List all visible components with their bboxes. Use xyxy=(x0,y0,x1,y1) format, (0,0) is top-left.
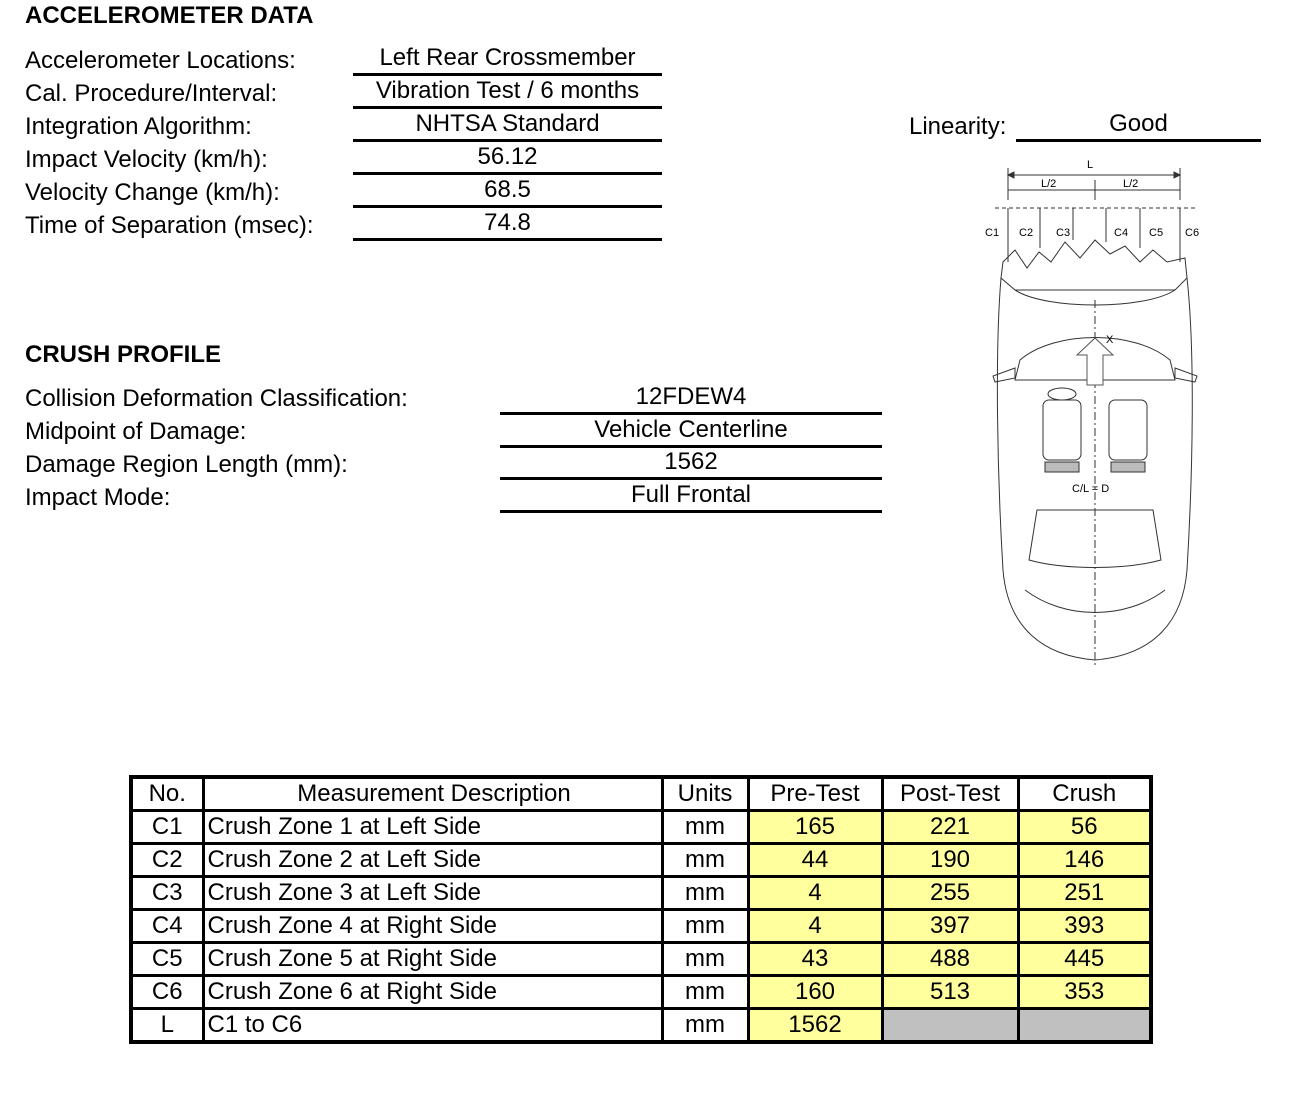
row-post-test: 488 xyxy=(882,943,1018,976)
diagram-label-half-left: L/2 xyxy=(1041,178,1057,190)
row-post-test xyxy=(882,1009,1018,1043)
table-row xyxy=(131,976,1151,1009)
table-row xyxy=(131,811,1151,844)
row-pre-test: 44 xyxy=(748,844,882,877)
row-post-test: 221 xyxy=(882,811,1018,844)
diagram-zone-c4: C4 xyxy=(1114,227,1129,239)
row-post-test: 513 xyxy=(882,976,1018,1009)
row-pre-test: 4 xyxy=(748,877,882,910)
row-pre-test: 1562 xyxy=(748,1009,882,1043)
row-description: Crush Zone 5 at Right Side xyxy=(203,943,662,976)
row-pre-test: 43 xyxy=(748,943,882,976)
row-crush: 146 xyxy=(1018,844,1151,877)
midpoint-value: Vehicle Centerline xyxy=(500,415,882,448)
velocity-change-label: Velocity Change (km/h): xyxy=(25,179,280,206)
row-units: mm xyxy=(662,943,748,976)
row-no: C6 xyxy=(131,976,203,1009)
row-description: Crush Zone 2 at Left Side xyxy=(203,844,662,877)
header-post-test: Post-Test xyxy=(882,777,1018,811)
header-units: Units xyxy=(662,777,748,811)
midpoint-label: Midpoint of Damage: xyxy=(25,418,247,445)
cdc-value: 12FDEW4 xyxy=(500,382,882,415)
damage-length-value: 1562 xyxy=(500,447,882,480)
row-post-test: 190 xyxy=(882,844,1018,877)
table-header-row xyxy=(131,777,1151,811)
accelerometer-heading: ACCELEROMETER DATA xyxy=(25,2,314,29)
diagram-zone-c3: C3 xyxy=(1056,227,1071,239)
row-crush: 353 xyxy=(1018,976,1151,1009)
table-row xyxy=(131,943,1151,976)
header-crush: Crush xyxy=(1018,777,1151,811)
row-no: C5 xyxy=(131,943,203,976)
time-of-separation-value: 74.8 xyxy=(353,208,662,241)
linearity-label: Linearity: xyxy=(909,113,1007,140)
table-row xyxy=(131,910,1151,943)
integration-algorithm-value: NHTSA Standard xyxy=(353,109,662,142)
row-crush: 445 xyxy=(1018,943,1151,976)
impact-velocity-value: 56.12 xyxy=(353,142,662,175)
row-crush: 56 xyxy=(1018,811,1151,844)
cal-procedure-value: Vibration Test / 6 months xyxy=(353,76,662,109)
row-post-test: 397 xyxy=(882,910,1018,943)
accel-locations-label: Accelerometer Locations: xyxy=(25,47,296,74)
accel-locations-value: Left Rear Crossmember xyxy=(353,43,662,76)
diagram-zone-c2: C2 xyxy=(1019,227,1034,239)
row-no: L xyxy=(131,1009,203,1043)
row-units: mm xyxy=(662,811,748,844)
row-post-test: 255 xyxy=(882,877,1018,910)
diagram-label-half-right: L/2 xyxy=(1123,178,1139,190)
row-pre-test: 165 xyxy=(748,811,882,844)
row-no: C4 xyxy=(131,910,203,943)
row-description: C1 to C6 xyxy=(203,1009,662,1043)
time-of-separation-label: Time of Separation (msec): xyxy=(25,212,314,239)
diagram-zone-c5: C5 xyxy=(1149,227,1164,239)
row-units: mm xyxy=(662,877,748,910)
row-pre-test: 4 xyxy=(748,910,882,943)
diagram-label-x: X xyxy=(1106,334,1114,346)
row-pre-test: 160 xyxy=(748,976,882,1009)
row-units: mm xyxy=(662,1009,748,1043)
impact-velocity-label: Impact Velocity (km/h): xyxy=(25,146,268,173)
damage-length-label: Damage Region Length (mm): xyxy=(25,451,348,478)
vehicle-crush-diagram xyxy=(975,150,1210,670)
diagram-zone-c1: C1 xyxy=(985,227,1000,239)
table-row xyxy=(131,844,1151,877)
impact-mode-value: Full Frontal xyxy=(500,480,882,513)
header-pre-test: Pre-Test xyxy=(748,777,882,811)
velocity-change-value: 68.5 xyxy=(353,175,662,208)
row-units: mm xyxy=(662,976,748,1009)
diagram-label-L: L xyxy=(1087,159,1094,171)
row-description: Crush Zone 1 at Left Side xyxy=(203,811,662,844)
row-no: C2 xyxy=(131,844,203,877)
row-no: C1 xyxy=(131,811,203,844)
table-row xyxy=(131,1009,1151,1043)
row-crush xyxy=(1018,1009,1151,1043)
row-crush: 251 xyxy=(1018,877,1151,910)
row-crush: 393 xyxy=(1018,910,1151,943)
header-no: No. xyxy=(131,777,203,811)
row-description: Crush Zone 3 at Left Side xyxy=(203,877,662,910)
crush-profile-heading: CRUSH PROFILE xyxy=(25,341,222,368)
row-no: C3 xyxy=(131,877,203,910)
diagram-zone-c6: C6 xyxy=(1185,227,1200,239)
header-description: Measurement Description xyxy=(203,777,662,811)
row-description: Crush Zone 6 at Right Side xyxy=(203,976,662,1009)
impact-mode-label: Impact Mode: xyxy=(25,484,171,511)
cdc-label: Collision Deformation Classification: xyxy=(25,385,408,412)
crush-measurement-table xyxy=(129,775,1153,1044)
integration-algorithm-label: Integration Algorithm: xyxy=(25,113,252,140)
row-units: mm xyxy=(662,910,748,943)
cal-procedure-label: Cal. Procedure/Interval: xyxy=(25,80,278,107)
linearity-value: Good xyxy=(1016,109,1261,142)
row-description: Crush Zone 4 at Right Side xyxy=(203,910,662,943)
diagram-label-cl: C/L = D xyxy=(1072,483,1110,495)
row-units: mm xyxy=(662,844,748,877)
table-row xyxy=(131,877,1151,910)
